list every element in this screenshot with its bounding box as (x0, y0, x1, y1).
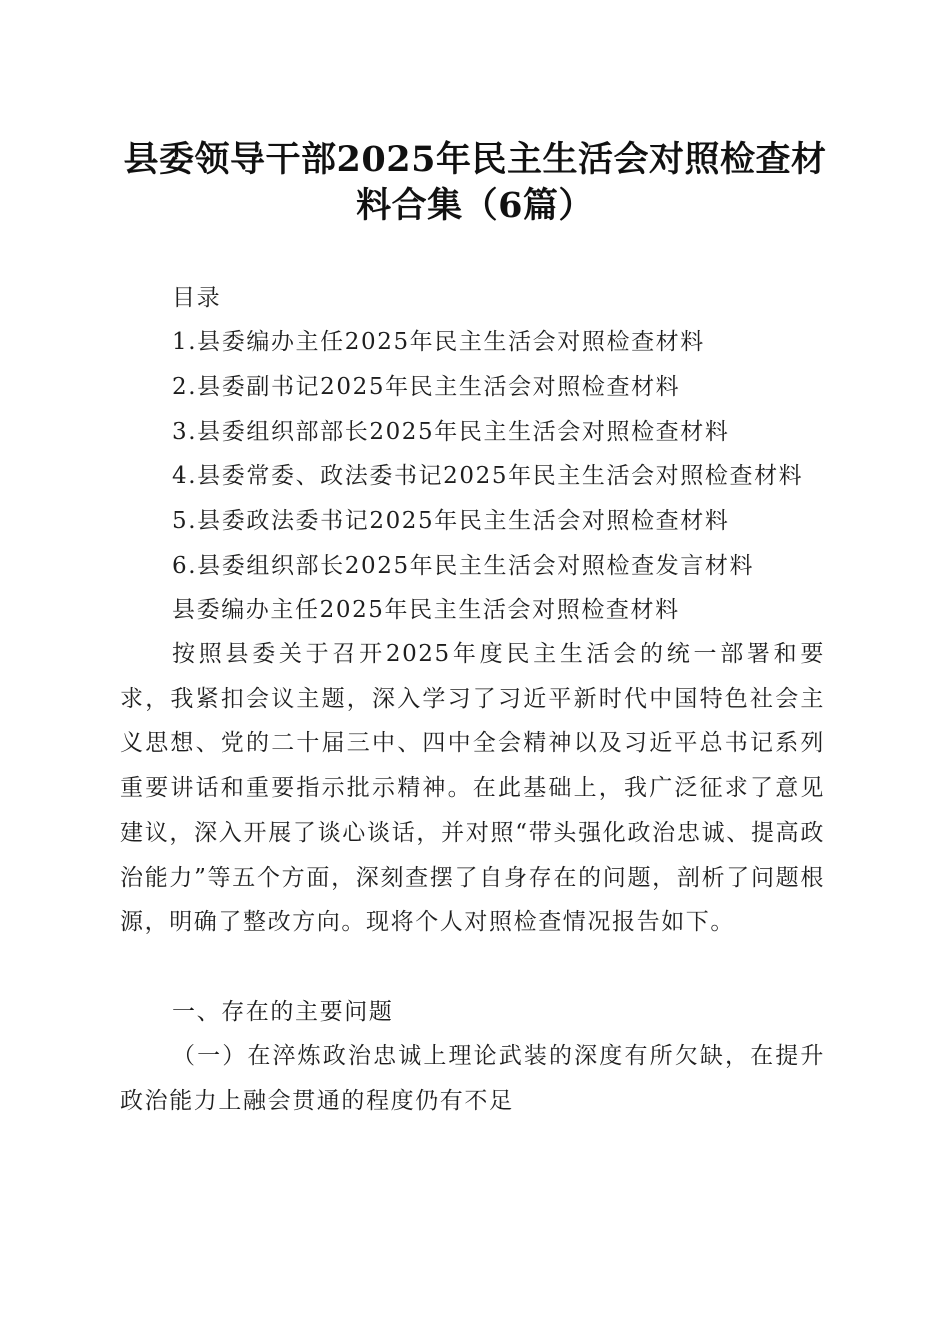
section-heading-problems: 一、存在的主要问题 (172, 999, 394, 1025)
toc-item-6: 6.县委组织部长2025年民主生活会对照检查发言材料 (172, 553, 755, 579)
intro-paragraph: 按照县委关于召开2025年度民主生活会的统一部署和要求，我紧扣会议主题，深入学习了习近平新时代中国特色社会主义思想、党的二十届三中、四中全会精神以及习近平总书记系列重要讲话和重要指示批示精神。在此基础上，我广泛征求了意见建议，深入开展了谈心谈话，并对照“带头强化政治忠诚、提高政治能力”等五个方面，深刻查摆了自身存在的问题，剖析了问题根源，明确了整改方向。现将个人对照检查情况报告如下。 (120, 641, 825, 936)
toc-heading: 目录 (172, 285, 222, 311)
toc-item-4: 4.县委常委、政法委书记2025年民主生活会对照检查材料 (172, 463, 804, 489)
section-title: 县委编办主任2025年民主生活会对照检查材料 (172, 597, 680, 623)
toc-item-3: 3.县委组织部部长2025年民主生活会对照检查材料 (172, 419, 730, 445)
subsection-heading-1: （一）在淬炼政治忠诚上理论武装的深度有所欠缺，在提升政治能力上融会贯通的程度仍有不足 (120, 1043, 825, 1114)
document-title-line-1: 县委领导干部2025年民主生活会对照检查材 (123, 139, 827, 180)
document-title-line-2: 料合集（6篇） (356, 185, 594, 226)
toc-item-2: 2.县委副书记2025年民主生活会对照检查材料 (172, 374, 681, 400)
toc-item-1: 1.县委编办主任2025年民主生活会对照检查材料 (172, 329, 705, 355)
toc-item-5: 5.县委政法委书记2025年民主生活会对照检查材料 (172, 508, 730, 534)
